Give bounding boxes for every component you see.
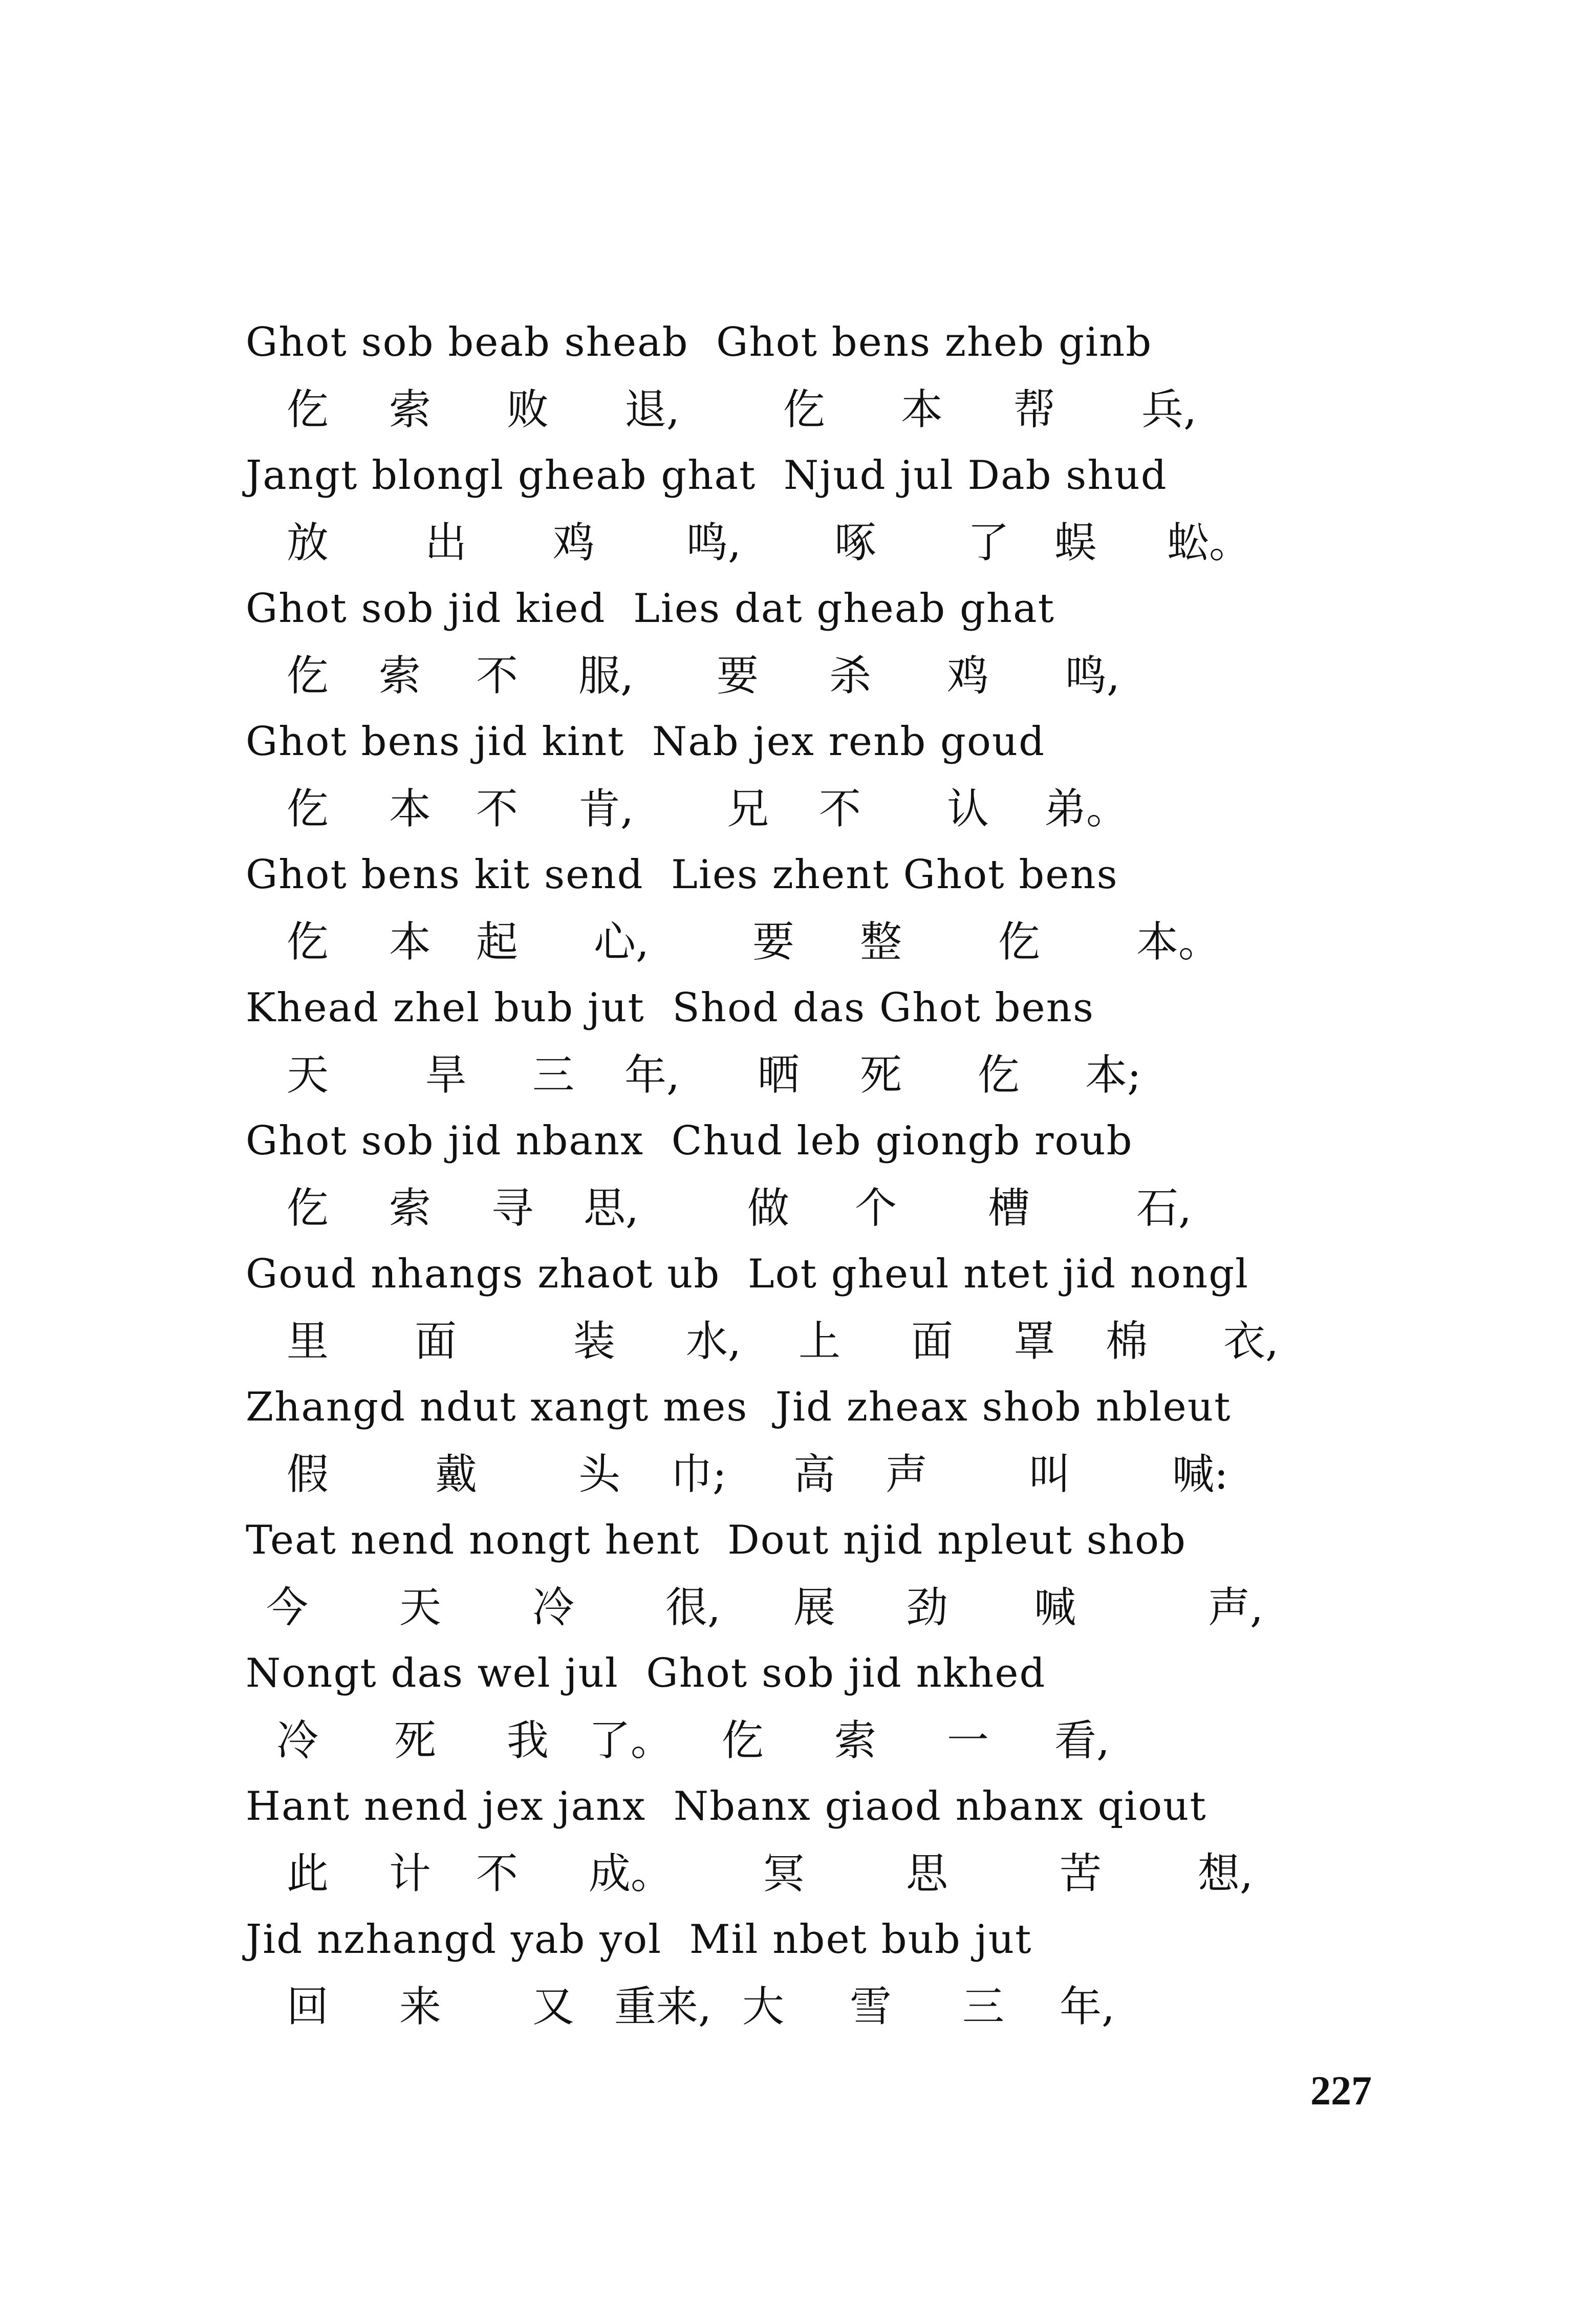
miao-line-9: Zhangd ndut xangt mes Jid zheax shob nbleut: [246, 1384, 1232, 1430]
gloss-word: 本: [901, 385, 943, 434]
gloss-word: 仡: [287, 785, 329, 833]
gloss-word: 成。: [589, 1849, 673, 1898]
gloss-word: 死: [394, 1716, 437, 1765]
gloss-word: 雪: [850, 1983, 892, 2031]
gloss-word: 来: [399, 1983, 442, 2031]
gloss-word: 仡: [998, 918, 1041, 966]
gloss-word: 索: [379, 652, 421, 700]
gloss-word: 里: [287, 1317, 329, 1366]
gloss-word: 冷: [276, 1716, 319, 1765]
gloss-word: 上: [799, 1317, 841, 1366]
gloss-word: 重来,: [614, 1983, 712, 2031]
gloss-word: 仡: [287, 652, 329, 700]
miao-line-10: Teat nend nongt hent Dout njid npleut shob: [246, 1517, 1186, 1563]
gloss-word: 了。: [589, 1716, 673, 1765]
gloss-word: 年,: [624, 1051, 680, 1100]
gloss-word: 劲: [906, 1583, 948, 1632]
miao-line-12: Hant nend jex janx Nbanx giaod nbanx qiout: [246, 1783, 1207, 1830]
gloss-word: 肯,: [578, 785, 634, 833]
gloss-word: 弟。: [1044, 785, 1129, 833]
miao-line-13: Jid nzhangd yab yol Mil nbet bub jut: [246, 1917, 1032, 1963]
gloss-word: 本;: [1085, 1051, 1141, 1100]
gloss-word: 帮: [1013, 385, 1056, 434]
gloss-word: 鸡: [553, 519, 595, 567]
gloss-word: 假: [287, 1450, 329, 1499]
gloss-word: 又: [532, 1983, 575, 2031]
gloss-word: 展: [793, 1583, 836, 1632]
gloss-word: 死: [860, 1051, 902, 1100]
gloss-word: 我: [507, 1716, 549, 1765]
gloss-word: 蚣。: [1167, 519, 1252, 567]
gloss-word: 声: [886, 1450, 928, 1499]
gloss-word: 退,: [624, 385, 680, 434]
chinese-gloss-line-13: [287, 1983, 1115, 2324]
gloss-word: 戴: [435, 1450, 478, 1499]
miao-line-1: Ghot sob beab sheab Ghot bens zheb ginb: [246, 319, 1153, 365]
miao-line-8: Goud nhangs zhaot ub Lot gheul ntet jid nongl: [246, 1251, 1249, 1297]
gloss-word: 很,: [665, 1583, 721, 1632]
gloss-word: 索: [834, 1716, 877, 1765]
gloss-word: 不: [476, 1849, 519, 1898]
gloss-word: 心,: [594, 918, 650, 966]
gloss-word: 仡: [287, 918, 329, 966]
gloss-word: 认: [947, 785, 989, 833]
miao-line-3: Ghot sob jid kied Lies dat gheab ghat: [246, 586, 1055, 632]
gloss-word: 冷: [532, 1583, 575, 1632]
gloss-word: 鸣,: [1065, 652, 1120, 700]
gloss-word: 索: [389, 1184, 431, 1233]
gloss-word: 索: [389, 385, 431, 434]
gloss-word: 本: [389, 918, 431, 966]
gloss-word: 声,: [1208, 1583, 1264, 1632]
gloss-word: 高: [793, 1450, 836, 1499]
gloss-word: 整: [860, 918, 902, 966]
gloss-word: 想,: [1198, 1849, 1254, 1898]
gloss-word: 思: [906, 1849, 948, 1898]
gloss-word: 旱: [425, 1051, 467, 1100]
gloss-word: 啄: [834, 519, 877, 567]
gloss-word: 服,: [578, 652, 634, 700]
gloss-word: 仡: [783, 385, 826, 434]
gloss-word: 蜈: [1054, 519, 1097, 567]
gloss-word: 不: [819, 785, 861, 833]
miao-line-7: Ghot sob jid nbanx Chud leb giongb roub: [246, 1118, 1133, 1164]
gloss-word: 不: [476, 785, 519, 833]
gloss-word: 要: [752, 918, 795, 966]
gloss-word: 天: [287, 1051, 329, 1100]
gloss-word: 巾;: [671, 1450, 727, 1499]
gloss-word: 鸡: [947, 652, 989, 700]
gloss-word: 面: [911, 1317, 954, 1366]
gloss-word: 要: [717, 652, 759, 700]
gloss-word: 看,: [1054, 1716, 1110, 1765]
gloss-word: 此: [287, 1849, 329, 1898]
gloss-word: 头: [578, 1450, 621, 1499]
gloss-word: 棉: [1106, 1317, 1148, 1366]
gloss-word: 今: [266, 1583, 309, 1632]
gloss-word: 一: [947, 1716, 989, 1765]
gloss-word: 喊:: [1172, 1450, 1228, 1499]
gloss-word: 三: [962, 1983, 1005, 2031]
gloss-word: 本。: [1136, 918, 1221, 966]
gloss-word: 罩: [1013, 1317, 1056, 1366]
gloss-word: 仡: [978, 1051, 1020, 1100]
gloss-word: 杀: [829, 652, 872, 700]
gloss-word: 兄: [727, 785, 769, 833]
gloss-word: 败: [507, 385, 549, 434]
gloss-word: 年,: [1060, 1983, 1115, 2031]
gloss-word: 水,: [686, 1317, 742, 1366]
miao-line-6: Khead zhel bub jut Shod das Ghot bens: [246, 985, 1094, 1031]
gloss-word: 了: [967, 519, 1010, 567]
gloss-word: 仡: [287, 385, 329, 434]
gloss-word: 寻: [491, 1184, 534, 1233]
miao-line-5: Ghot bens kit send Lies zhent Ghot bens: [246, 852, 1118, 898]
gloss-word: 出: [425, 519, 467, 567]
gloss-word: 兵,: [1141, 385, 1197, 434]
gloss-word: 冥: [763, 1849, 805, 1898]
gloss-word: 槽: [988, 1184, 1030, 1233]
gloss-word: 石,: [1136, 1184, 1192, 1233]
gloss-word: 回: [287, 1983, 329, 2031]
gloss-word: 叫: [1029, 1450, 1071, 1499]
gloss-word: 起: [476, 918, 519, 966]
gloss-word: 苦: [1060, 1849, 1102, 1898]
gloss-word: 装: [573, 1317, 616, 1366]
gloss-word: 做: [747, 1184, 790, 1233]
gloss-word: 计: [389, 1849, 431, 1898]
gloss-word: 个: [855, 1184, 897, 1233]
miao-line-4: Ghot bens jid kint Nab jex renb goud: [246, 719, 1046, 765]
gloss-word: 晒: [758, 1051, 800, 1100]
gloss-word: 三: [532, 1051, 575, 1100]
gloss-word: 大: [742, 1983, 785, 2031]
gloss-word: 仡: [722, 1716, 764, 1765]
miao-line-2: Jangt blongl gheab ghat Njud jul Dab shud: [246, 453, 1168, 499]
gloss-word: 不: [476, 652, 519, 700]
gloss-word: 面: [415, 1317, 457, 1366]
gloss-word: 喊: [1034, 1583, 1076, 1632]
gloss-word: 仡: [287, 1184, 329, 1233]
gloss-word: 衣,: [1223, 1317, 1279, 1366]
gloss-word: 本: [389, 785, 431, 833]
gloss-word: 放: [287, 519, 329, 567]
page-number: 227: [1310, 2069, 1372, 2114]
gloss-word: 鸣,: [686, 519, 742, 567]
gloss-word: 天: [399, 1583, 442, 1632]
gloss-word: 思,: [584, 1184, 639, 1233]
miao-line-11: Nongt das wel jul Ghot sob jid nkhed: [246, 1650, 1046, 1696]
